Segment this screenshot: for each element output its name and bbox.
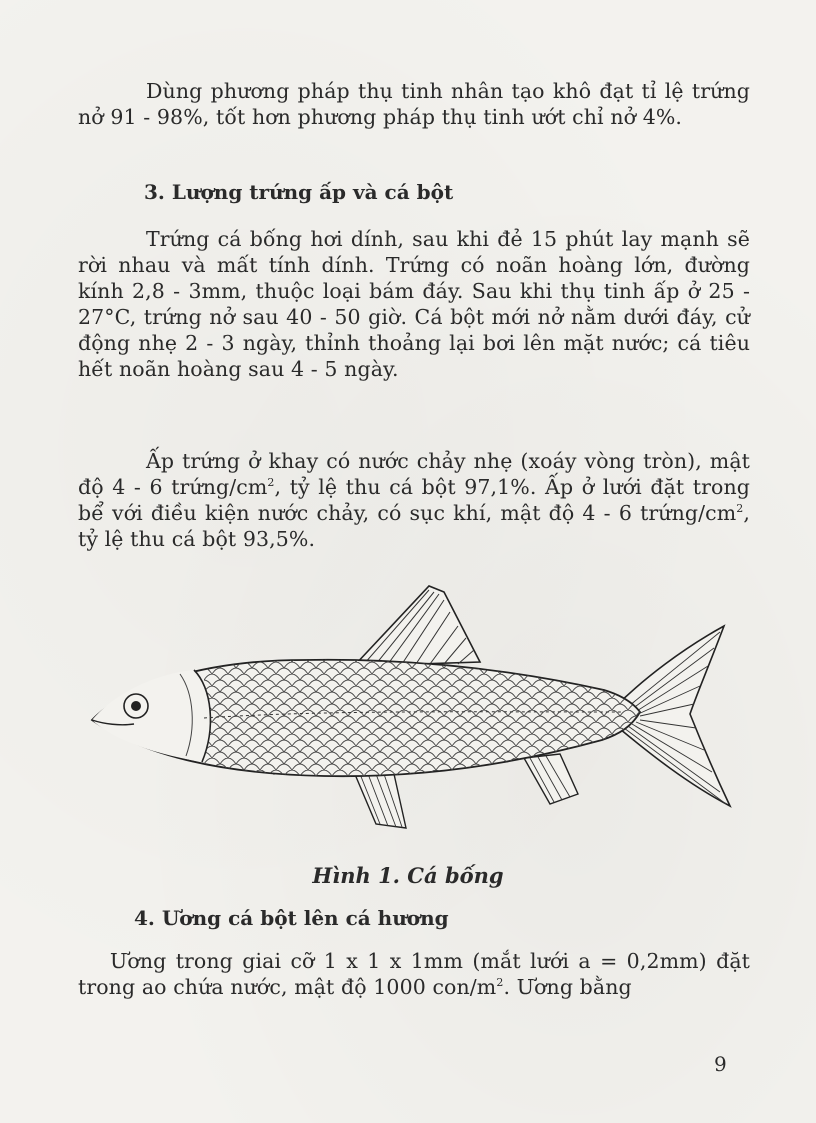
section-4-heading: 4. Ương cá bột lên cá hương — [134, 906, 449, 930]
section-4-paragraph-block — [78, 948, 750, 1000]
fish-illustration — [84, 578, 734, 840]
s4-sup: 2 — [496, 976, 504, 990]
p2-part-a: Ấp trứng ở khay có nước chảy nhẹ (xoáy vòng tròn), mật độ 4 - 6 trứng/cm — [78, 449, 750, 499]
p2-sup-1: 2 — [267, 476, 275, 490]
page-number: 9 — [714, 1052, 727, 1076]
section-3-paragraph-1-block — [78, 226, 750, 382]
p2-sup-2: 2 — [736, 502, 744, 516]
figure-caption: Hình 1. Cá bống — [312, 863, 504, 888]
section-3-paragraph-1: Trứng cá bống hơi dính, sau khi đẻ 15 phút lay mạnh sẽ rời nhau và mất tính dính. Trứng có noãn hoàng lớn, đường kính 2,8 - 3mm, thuộc loại bám đáy. Sau khi thụ tinh ấp ở 25 - 27°C, trứng nở sau 40 - 50 giờ. Cá bột mới nở nằm dưới đáy, cử động nhẹ 2 - 3 ngày, thỉnh thoảng lại bơi lên mặt nước; cá tiêu hết noãn hoàng sau 4 - 5 ngày. — [78, 227, 750, 381]
p2-part-c: , tỷ lệ thu cá bột 93,5%. — [78, 501, 750, 551]
section-4-heading-block — [78, 904, 750, 932]
section-4-paragraph — [78, 948, 750, 1000]
s4-part-b: . Ương bằng — [503, 975, 632, 999]
dorsal-fin — [354, 586, 480, 666]
section-3-heading-block — [78, 178, 750, 206]
s4-part-a: Ương trong giai cỡ 1 x 1 x 1mm (mắt lưới a = 0,2mm) đặt trong ao chứa nước, mật độ 1000 con/m — [78, 949, 750, 999]
section-3-paragraph-2-block — [78, 448, 750, 552]
p2-part-b: , tỷ lệ thu cá bột 97,1%. Ấp ở lưới đặt trong bể với điều kiện nước chảy, có sục khí, mật độ 4 - 6 trứng/cm — [78, 475, 750, 525]
section-3-heading: 3. Lượng trứng ấp và cá bột — [144, 180, 454, 204]
section-3-paragraph-2 — [78, 448, 750, 552]
intro-block — [78, 78, 750, 130]
intro-paragraph: Dùng phương pháp thụ tinh nhân tạo khô đạt tỉ lệ trứng nở 91 - 98%, tốt hơn phương pháp thụ tinh ướt chỉ nở 4%. — [78, 79, 750, 129]
